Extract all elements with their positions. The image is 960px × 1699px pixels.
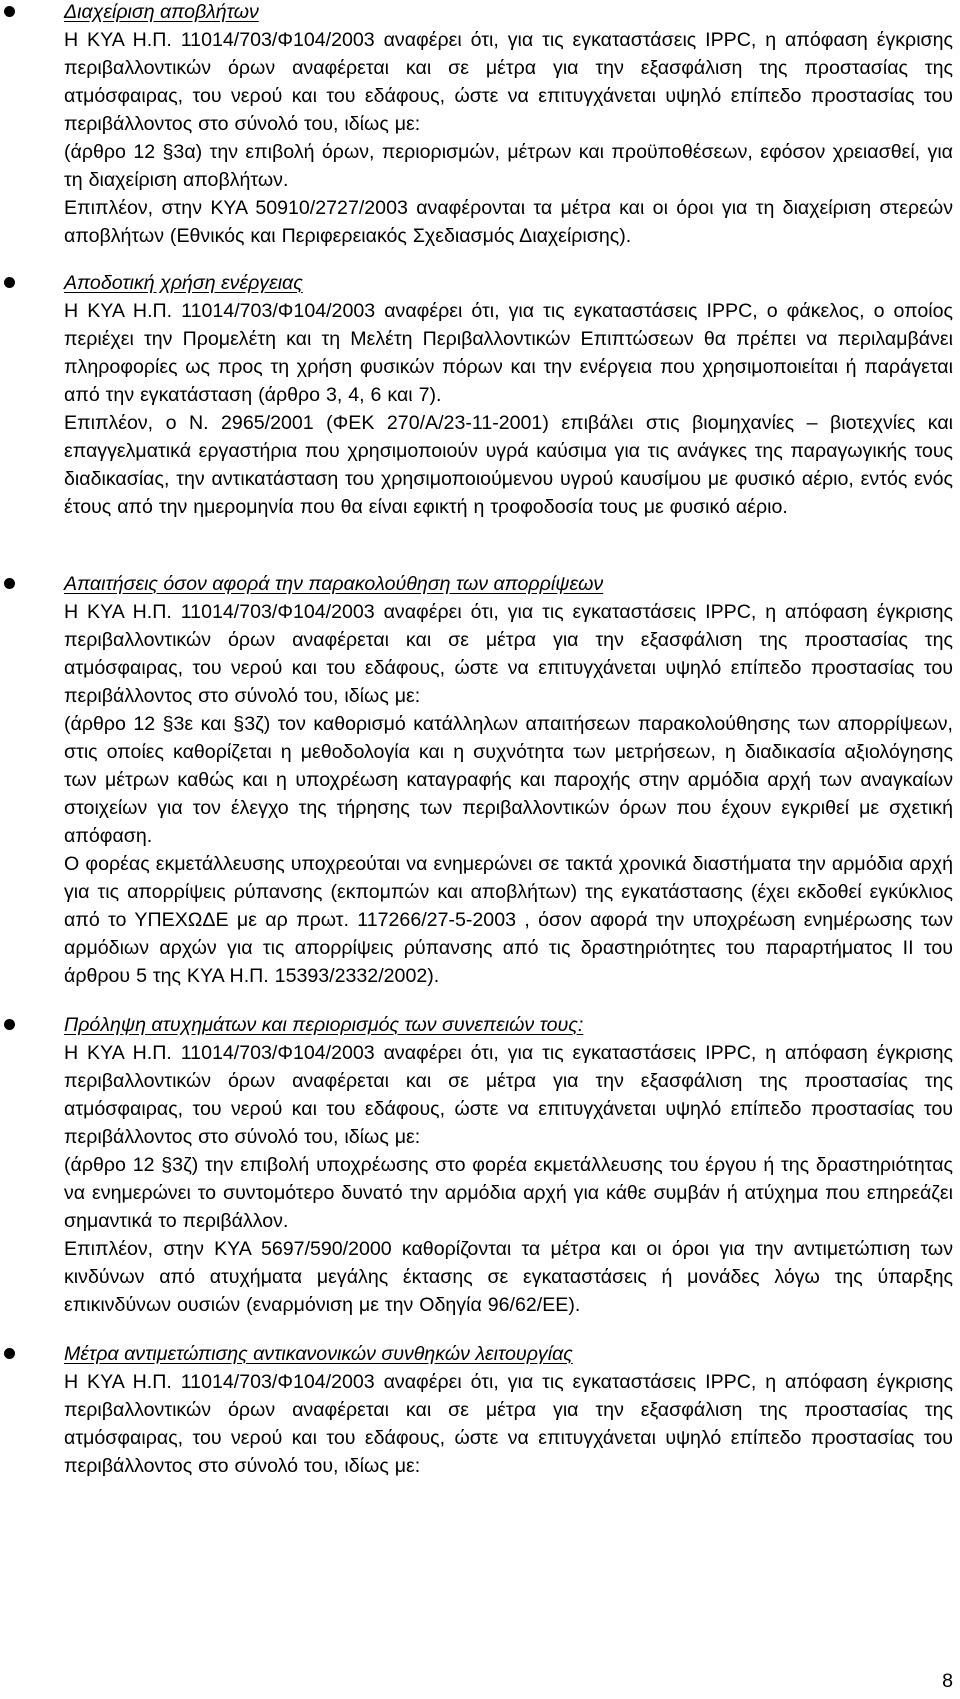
section-accident-prevention	[0, 1011, 960, 1319]
paragraph: Η ΚΥΑ Η.Π. 11014/703/Φ104/2003 αναφέρει ότι, για τις εγκαταστάσεις IPPC, η απόφαση έγκρισης περιβαλλοντικών όρων αναφέρεται και σε μέτρα για την εξασφάλιση της προστασίας της ατμόσφαιρας, του νερού και του εδάφους, ώστε να επιτυγχάνεται υψηλό επίπεδο προστασίας του περιβάλλοντος στο σύνολό του, ιδίως με:	[64, 1042, 953, 1148]
section-heading: Πρόληψη ατυχημάτων και περιορισμός των συνεπειών τους:	[64, 1014, 584, 1036]
paragraph: (άρθρο 12 §3α) την επιβολή όρων, περιορισμών, μέτρων και προϋποθέσεων, εφόσον χρειασθεί, για τη διαχείριση αποβλήτων.	[64, 141, 953, 191]
section-heading: Διαχείριση αποβλήτων	[64, 1, 259, 23]
bullet-icon	[4, 1348, 15, 1359]
section-heading: Απαιτήσεις όσον αφορά την παρακολούθηση των απορρίψεων	[64, 573, 604, 595]
paragraph: Επιπλέον, ο Ν. 2965/2001 (ΦΕΚ 270/Α/23-11-2001) επιβάλει στις βιομηχανίες – βιοτεχνίες και επαγγελματικά εργαστήρια που χρησιμοποιούν υγρά καύσιμα για τις ανάγκες της παραγωγικής τους διαδικασίας, την αντικατάσταση του χρησιμοποιούμενου υγρού καυσίμου με φυσικό αέριο, εντός ενός έτους από την ημερομηνία που θα είναι εφικτή η τροφοδοσία τους με φυσικό αέριο.	[64, 412, 953, 518]
section-waste-management	[0, 0, 960, 250]
paragraph: Επιπλέον, στην ΚΥΑ 5697/590/2000 καθορίζονται τα μέτρα και οι όροι για την αντιμετώπιση των κινδύνων από ατυχήματα μεγάλης έκτασης σε εγκαταστάσεις ή μονάδες λόγω της ύπαρξης επικινδύνων ουσιών (εναρμόνιση με την Οδηγία 96/62/ΕΕ).	[64, 1238, 953, 1316]
section-abnormal-operation	[0, 1340, 960, 1480]
paragraph: Η ΚΥΑ Η.Π. 11014/703/Φ104/2003 αναφέρει ότι, για τις εγκαταστάσεις IPPC, η απόφαση έγκρισης περιβαλλοντικών όρων αναφέρεται και σε μέτρα για την εξασφάλιση της προστασίας της ατμόσφαιρας, του νερού και του εδάφους, ώστε να επιτυγχάνεται υψηλό επίπεδο προστασίας του περιβάλλοντος στο σύνολό του, ιδίως με:	[64, 1371, 953, 1477]
bullet-icon	[4, 1019, 15, 1030]
section-heading: Αποδοτική χρήση ενέργειας	[64, 272, 303, 294]
paragraph: Ο φορέας εκμετάλλευσης υποχρεούται να ενημερώνει σε τακτά χρονικά διαστήματα την αρμόδια αρχή για τις απορρίψεις ρύπανσης (εκπομπών και αποβλήτων) της εγκατάστασης (έχει εκδοθεί εγκύκλιος από το ΥΠΕΧΩΔΕ με αρ πρωτ. 117266/27-5-2003 , όσον αφορά την υποχρέωση ενημέρωσης των αρμόδιων αρχών για τις απορρίψεις ρύπανσης από τις δραστηριότητες του παραρτήματος ΙΙ του άρθρου 5 της ΚΥΑ Η.Π. 15393/2332/2002).	[64, 853, 953, 987]
section-heading: Μέτρα αντιμετώπισης αντικανονικών συνθηκών λειτουργίας	[64, 1343, 573, 1365]
section-energy-efficiency	[0, 269, 960, 521]
bullet-icon	[4, 6, 15, 17]
paragraph: Η ΚΥΑ Η.Π. 11014/703/Φ104/2003 αναφέρει ότι, για τις εγκαταστάσεις IPPC, η απόφαση έγκρισης περιβαλλοντικών όρων αναφέρεται και σε μέτρα για την εξασφάλιση της προστασίας της ατμόσφαιρας, του νερού και του εδάφους, ώστε να επιτυγχάνεται υψηλό επίπεδο προστασίας του περιβάλλοντος στο σύνολό του, ιδίως με:	[64, 601, 953, 707]
paragraph: Η ΚΥΑ Η.Π. 11014/703/Φ104/2003 αναφέρει ότι, για τις εγκαταστάσεις IPPC, η απόφαση έγκρισης περιβαλλοντικών όρων αναφέρεται και σε μέτρα για την εξασφάλιση της προστασίας της ατμόσφαιρας, του νερού και του εδάφους, ώστε να επιτυγχάνεται υψηλό επίπεδο προστασίας του περιβάλλοντος στο σύνολό του, ιδίως με:	[64, 29, 953, 135]
section-emissions-monitoring	[0, 570, 960, 990]
paragraph: (άρθρο 12 §3ζ) την επιβολή υποχρέωσης στο φορέα εκμετάλλευσης του έργου ή της δραστηριότητας να ενημερώνει το συντομότερο δυνατό την αρμόδια αρχή για κάθε συμβάν ή ατύχημα που επηρεάζει σημαντικά το περιβάλλον.	[64, 1154, 953, 1232]
page-number: 8	[942, 1670, 953, 1692]
paragraph: Η ΚΥΑ Η.Π. 11014/703/Φ104/2003 αναφέρει ότι, για τις εγκαταστάσεις IPPC, ο φάκελος, ο οποίος περιέχει την Προμελέτη και τη Μελέτη Περιβαλλοντικών Επιπτώσεων θα πρέπει να περιλαμβάνει πληροφορίες ως προς τη χρήση φυσικών πόρων και την ενέργεια που χρησιμοποιείται ή παράγεται από την εγκατάσταση (άρθρο 3, 4, 6 και 7).	[64, 300, 953, 406]
bullet-icon	[4, 578, 15, 589]
paragraph: (άρθρο 12 §3ε και §3ζ) τον καθορισμό κατάλληλων απαιτήσεων παρακολούθησης των απορρίψεων, στις οποίες καθορίζεται η μεθοδολογία και η συχνότητα των μετρήσεων, η διαδικασία αξιολόγησης των μέτρων καθώς και η υποχρέωση καταγραφής και παροχής στην αρμόδια αρχή των αναγκαίων στοιχείων για τον έλεγχο της τήρησης των περιβαλλοντικών όρων που έχουν εγκριθεί με σχετική απόφαση.	[64, 713, 953, 847]
paragraph: Επιπλέον, στην ΚΥΑ 50910/2727/2003 αναφέρονται τα μέτρα και οι όροι για τη διαχείριση στερεών αποβλήτων (Εθνικός και Περιφερειακός Σχεδιασμός Διαχείρισης).	[64, 197, 953, 247]
bullet-icon	[4, 277, 15, 288]
